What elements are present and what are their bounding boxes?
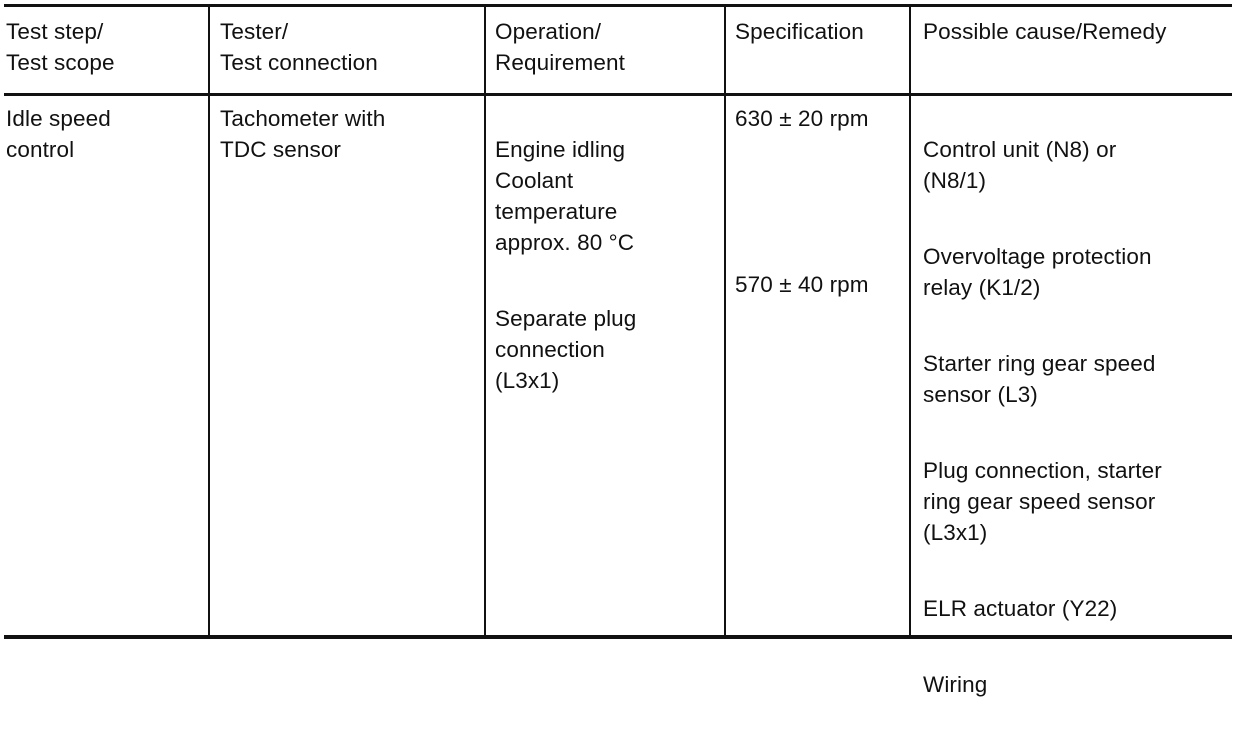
header-tester: Tester/ Test connection [220, 19, 378, 75]
possible-cause-item: Control unit (N8) or (N8/1) [923, 137, 1117, 193]
operation-condition: Engine idling Coolant temperature approx. 80 °C [495, 137, 635, 255]
table-top-rule [4, 4, 1232, 7]
operation-condition: Separate plug connection (L3x1) [495, 306, 637, 393]
cell-possible-causes [923, 103, 1228, 731]
possible-cause-item: Overvoltage protection relay (K1/2) [923, 244, 1152, 300]
possible-cause-item: Plug connection, starter ring gear speed sensor (L3x1) [923, 458, 1162, 545]
header-operation: Operation/ Requirement [495, 19, 625, 75]
specification-value: 630 ± 20 rpm [735, 106, 869, 131]
possible-cause-item: ELR actuator (Y22) [923, 596, 1118, 621]
column-divider [724, 4, 726, 636]
specification-value: 570 ± 40 rpm [735, 272, 869, 297]
cell-test-step: Idle speed control [6, 106, 111, 162]
cell-tester: Tachometer with TDC sensor [220, 106, 386, 162]
possible-cause-item: Wiring [923, 672, 988, 697]
column-divider [909, 4, 911, 636]
header-divider-rule [4, 93, 1232, 96]
test-table [4, 0, 1232, 697]
header-specification: Specification [735, 19, 864, 44]
column-divider [208, 4, 210, 636]
column-divider [484, 4, 486, 636]
header-test-step: Test step/ Test scope [6, 19, 115, 75]
cell-operation [495, 103, 720, 427]
cell-specification [735, 103, 907, 403]
header-possible-cause: Possible cause/Remedy [923, 19, 1167, 44]
possible-cause-item: Starter ring gear speed sensor (L3) [923, 351, 1156, 407]
